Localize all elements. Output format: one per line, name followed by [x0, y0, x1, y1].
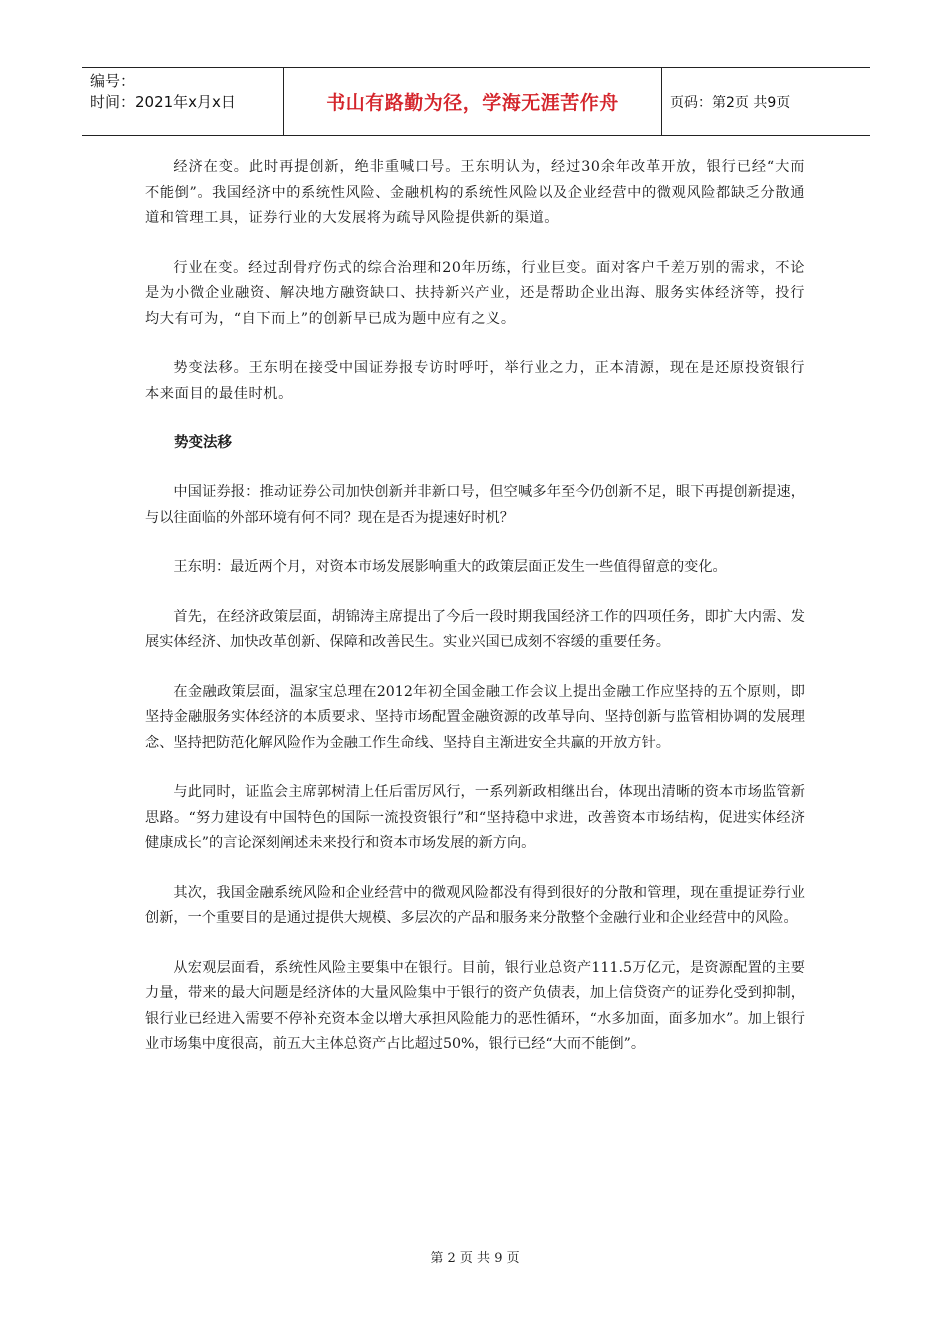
paragraph-trend-change: 势变法移。王东明在接受中国证券报专访时呼吁，举行业之力，正本清源，现在是还原投资银行本来面目的最佳时机。: [145, 360, 805, 402]
paragraph-economy-change: 经济在变。此时再提创新，绝非重喊口号。王东明认为，经过30余年改革开放，银行已经“大而不能倒”。我国经济中的系统性风险、金融机构的系统性风险以及企业经营中的微观风险都缺乏分散通道和管理工具，证券行业的大发展将为疏导风险提供新的渠道。: [145, 159, 805, 226]
paragraph-financial-policy: 在金融政策层面，温家宝总理在2012年初全国金融工作会议上提出金融工作应坚持的五个原则，即坚持金融服务实体经济的本质要求、坚持市场配置金融资源的改革导向、坚持创新与监管相协调的发展理念、坚持把防范化解风险作为金融工作生命线、坚持自主渐进安全共赢的开放方针。: [145, 683, 805, 751]
header-meta-cell: [82, 68, 284, 135]
header-date-label: 时间：2021年x月x日: [90, 93, 236, 111]
paragraph-question: 中国证券报：推动证券公司加快创新并非新口号，但空喊多年至今仍创新不足，眼下再提创新提速，与以往面临的外部环境有何不同？现在是否为提速好时机？: [145, 484, 805, 526]
paragraph-regulator: 与此同时，证监会主席郭树清上任后雷厉风行，一系列新政相继出台，体现出清晰的资本市场监管新思路。“努力建设有中国特色的国际一流投资银行”和“坚持稳中求进，改善资本市场结构，促进实体经济健康成长”的言论深刻阐述未来投行和资本市场发展的新方向。: [145, 784, 805, 851]
document-header: [82, 67, 870, 136]
page-footer: 第 2 页 共 9 页: [430, 1251, 520, 1266]
paragraph-industry-change: 行业在变。经过刮骨疗伤式的综合治理和20年历练，行业巨变。面对客户千差万别的需求，不论是为小微企业融资、解决地方融资缺口、扶持新兴产业，还是帮助企业出海、服务实体经济等，投行均大有可为，“自下而上”的创新早已成为题中应有之义。: [145, 259, 805, 327]
paragraph-answer-intro: 王东明：最近两个月，对资本市场发展影响重大的政策层面正发生一些值得留意的变化。: [173, 559, 727, 575]
header-page-info: 页码：第2页 共9页: [670, 94, 791, 111]
section-heading: 势变法移: [174, 435, 232, 451]
header-number-label: 编号：: [90, 72, 136, 90]
header-motto: 书山有路勤为径，学海无涯苦作舟: [284, 68, 662, 135]
paragraph-macro: 从宏观层面看，系统性风险主要集中在银行。目前，银行业总资产111.5万亿元，是资源配置的主要力量，带来的最大问题是经济体的大量风险集中于银行的资产负债表，加上信贷资产的证券化受到抑制，银行业已经进入需要不停补充资本金以增大承担风险能力的恶性循环，“水多加面，面多加水”。加上银行业市场集中度很高，前五大主体总资产占比超过50%，银行已经“大而不能倒”。: [145, 959, 805, 1052]
paragraph-economic-policy: 首先，在经济政策层面，胡锦涛主席提出了今后一段时期我国经济工作的四项任务，即扩大内需、发展实体经济、加快改革创新、保障和改善民生。实业兴国已成刻不容缓的重要任务。: [145, 608, 805, 650]
paragraph-risk: 其次，我国金融系统风险和企业经营中的微观风险都没有得到很好的分散和管理，现在重提证券行业创新，一个重要目的是通过提供大规模、多层次的产品和服务来分散整个金融行业和企业经营中的风险。: [145, 884, 805, 926]
article-body: [145, 155, 805, 1082]
